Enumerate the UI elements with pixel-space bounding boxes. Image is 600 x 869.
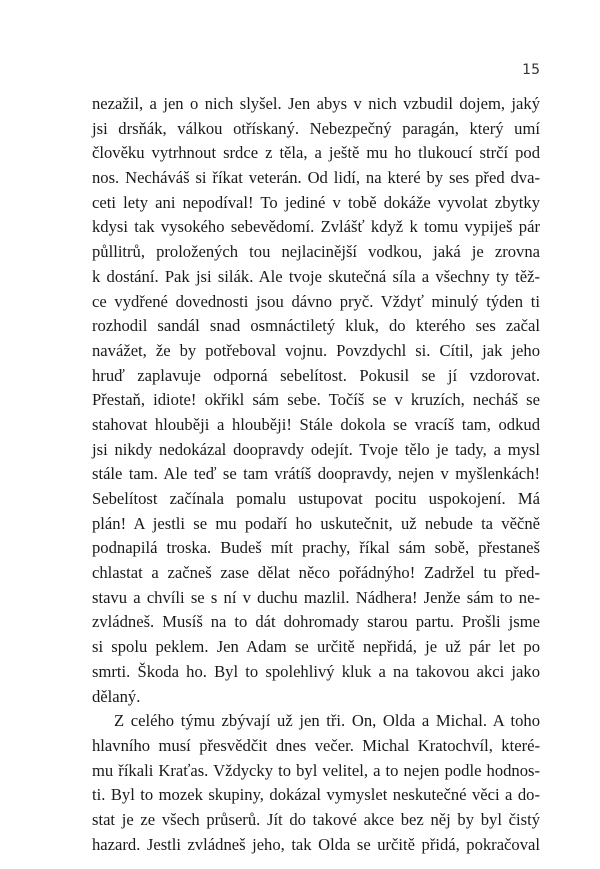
text-line: půllitrů, proložených tou nejlacinější vodkou, jaká je zrovna xyxy=(92,242,540,262)
text-line: ti. Byl to mozek skupiny, dokázal vymyslet neskutečné věci a do- xyxy=(92,785,540,805)
text-line: kdysi tak vysokého sebevědomí. Zvlášť když k tomu vypiješ pár xyxy=(92,217,540,237)
text-line: smrti. Škoda ho. Byl to spolehlivý kluk a na takovou akci jako xyxy=(92,661,540,681)
text-line: chlastat a začneš zase dělat něco pořádnýho! Zadržel tu před- xyxy=(92,563,540,583)
text-line: mu říkali Kraťas. Vždycky to byl velitel, a to nejen podle hodnos- xyxy=(92,760,540,780)
text-line: stahovat hlouběji a hlouběji! Stále dokola se vracíš tam, odkud xyxy=(92,414,540,434)
text-line: ce vydřené dovednosti jsou dávno pryč. Vždyť minulý týden ti xyxy=(92,291,540,311)
text-line: stavu a chvíli se s ní v duchu mazlil. Nádhera! Jenže sám to ne- xyxy=(92,587,540,607)
text-line: nezažil, a jen o nich slyšel. Jen abys v nich vzbudil dojem, jaký xyxy=(92,94,540,113)
paragraph-end-line: dělaný. xyxy=(92,686,141,706)
text-line: rozhodil sandál snad osmnáctiletý kluk, do kterého ses začal xyxy=(92,316,540,336)
text-line: hlavního musí přesvědčit dnes večer. Michal Kratochvíl, které- xyxy=(92,735,540,755)
text-line: nos. Necháváš si říkat veterán. Od lidí, na které by ses před dva- xyxy=(92,168,540,188)
text-line: jsi nikdy nedokázal doopravdy odejít. Tvoje tělo je tady, a mysl xyxy=(92,439,540,459)
text-line: stat je ze všech průserů. Jít do takové akce bez něj by byl čistý xyxy=(92,809,540,829)
text-line: si spolu peklem. Jen Adam se určitě nepřidá, je už pár let po xyxy=(92,637,540,657)
text-line: zvládneš. Musíš na to dát dohromady starou partu. Prošli jsme xyxy=(92,612,540,632)
text-line: hazard. Jestli zvládneš jeho, tak Olda se určitě přidá, pokračoval xyxy=(92,834,540,854)
text-line: podnapilá troska. Budeš mít prachy, říkal sám sobě, přestaneš xyxy=(92,538,540,558)
text-line: Sebelítost začínala pomalu ustupovat pocitu uspokojení. Má xyxy=(92,489,540,508)
text-line: hruď zaplavuje odporná sebelítost. Pokusil se jí vzdorovat. xyxy=(92,365,540,385)
text-line: Přestaň, idiote! okřikl sám sebe. Točíš se v kruzích, necháš se xyxy=(92,390,540,410)
text-line: k dostání. Pak jsi silák. Ale tvoje skutečná síla a všechny ty těž- xyxy=(92,266,540,286)
body-text xyxy=(92,92,540,857)
text-line: člověku vytrhnout srdce z těla, a ještě mu ho tlukoucí strčí pod xyxy=(92,143,540,163)
paragraph-start-line: Z celého týmu zbývají už jen tři. On, Olda a Michal. A toho xyxy=(114,711,540,731)
page-number: 15 xyxy=(522,62,540,78)
text-line: navážet, že by potřeboval vojnu. Povzdychl si. Cítil, jak jeho xyxy=(92,340,540,360)
text-line: jsi drsňák, válkou otřískaný. Nebezpečný paragán, který umí xyxy=(92,118,540,138)
text-line: stále tam. Ale teď se tam vrátíš doopravdy, nejen v myšlenkách! xyxy=(92,464,540,484)
text-line: ceti lety ani nepodíval! To jediné v tobě dokáže vyvolat zbytky xyxy=(92,192,540,212)
text-line: plán! A jestli se mu podaří ho uskutečnit, už nebude ta věčně xyxy=(92,513,540,533)
